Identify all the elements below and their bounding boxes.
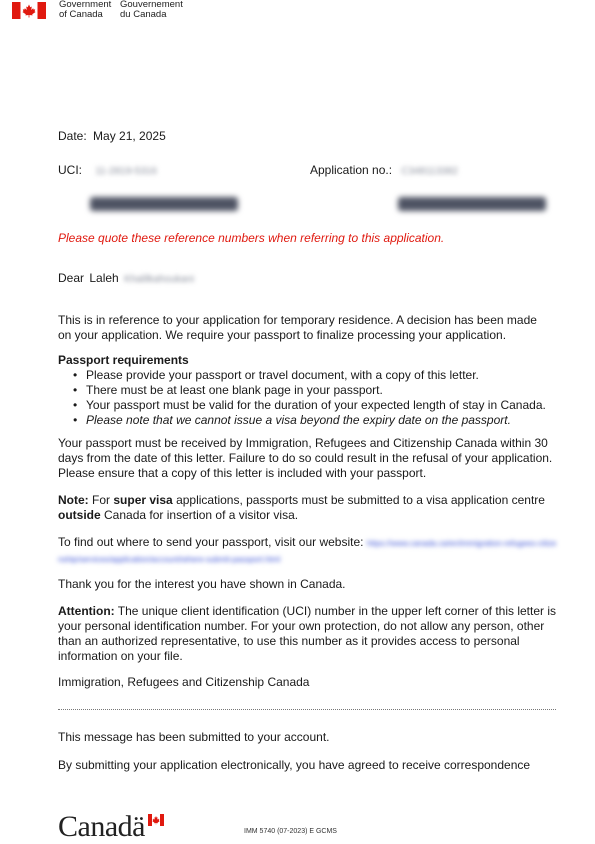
uci-label: UCI:: [58, 163, 82, 177]
passport-requirements-list: [46, 368, 595, 428]
note-text: Canada for insertion of a visitor visa.: [104, 508, 299, 522]
passport-receipt-paragraph: Your passport must be received by Immigration, Refugees and Citizenship Canada within 30 days from the date of this letter. Failure to do so could result in the refusal of your application. Please ensure that a copy of this letter is included with your passport.: [58, 436, 553, 480]
submitted-message: This message has been submitted to your account.: [58, 730, 330, 744]
requirement-item: • There must be at least one blank page in your passport.: [86, 383, 595, 398]
canada-wordmark-text: Canadä: [58, 810, 145, 843]
uci-row: [58, 163, 157, 177]
application-number-label: Application no.:: [310, 163, 393, 177]
gov-en-line1: Government: [59, 0, 112, 10]
requirement-item: • Your passport must be valid for the duration of your expected length of stay in Canada.: [86, 398, 595, 413]
application-barcode: [398, 197, 546, 211]
requirement-item-italic: • Please note that we cannot issue a visa beyond the expiry date on the passport.: [86, 413, 595, 428]
canada-wordmark: [58, 810, 145, 844]
last-name: Khalilkahoukani: [124, 274, 195, 285]
thanks-paragraph: Thank you for the interest you have shown in Canada.: [58, 577, 346, 591]
form-code: IMM 5740 (07-2023) E GCMS: [244, 828, 337, 835]
passport-requirements-heading: Passport requirements: [58, 353, 189, 367]
gov-fr-line1: Gouvernement: [120, 0, 183, 10]
date-value: May 21, 2025: [93, 129, 166, 143]
first-name: Laleh: [89, 271, 119, 285]
website-intro: To find out where to send your passport, visit our website:: [58, 535, 364, 549]
wordmark-flag-icon: [148, 814, 164, 826]
gov-fr-line2: du Canada: [120, 9, 167, 20]
divider: [58, 709, 556, 710]
passport-website-link[interactable]: https://www.canada.ca/en/immigration-refugees-citizenship/services/application/account/where-submit-passport.html: [58, 539, 557, 564]
electronic-correspondence-note: By submitting your application electronically, you have agreed to receive correspondence: [58, 758, 531, 772]
application-number-row: [310, 163, 458, 177]
attention-text: The unique client identification (UCI) number in the upper left corner of this letter is your personal identification number. For your own protection, do not allow any person, other than an authorized representative, to use this number as it provides access to personal information on your file.: [58, 604, 556, 663]
website-paragraph: [58, 535, 558, 567]
letter-date: [58, 129, 166, 143]
canada-flag-icon: [12, 2, 46, 19]
uci-barcode: [90, 197, 238, 211]
application-number-value: C348113382: [401, 166, 458, 177]
gouvernement-du-canada-fr: [120, 0, 183, 20]
greeting: [58, 271, 194, 285]
super-visa-note: [58, 493, 548, 523]
note-super-visa: super visa: [113, 493, 173, 507]
attention-label: Attention:: [58, 604, 115, 618]
intro-paragraph: This is in reference to your application for temporary residence. A decision has been made on your application. We require your passport to finalize processing your application.: [58, 313, 537, 342]
date-label: Date:: [58, 129, 87, 143]
note-outside: outside: [58, 508, 101, 522]
note-text: applications, passports must be submitted to a visa application centre: [176, 493, 545, 507]
attention-paragraph: [58, 604, 558, 664]
note-label: Note:: [58, 493, 89, 507]
government-of-canada-en: [59, 0, 111, 20]
uci-value: 11-2819-5316: [95, 166, 157, 177]
requirement-item: • Please provide your passport or travel document, with a copy of this letter.: [86, 368, 595, 383]
dear-label: Dear: [58, 271, 85, 285]
gov-en-line2: of Canada: [59, 9, 103, 20]
reference-notice: Please quote these reference numbers when referring to this application.: [58, 231, 445, 245]
signature: Immigration, Refugees and Citizenship Canada: [58, 675, 310, 689]
note-text: For: [92, 493, 111, 507]
